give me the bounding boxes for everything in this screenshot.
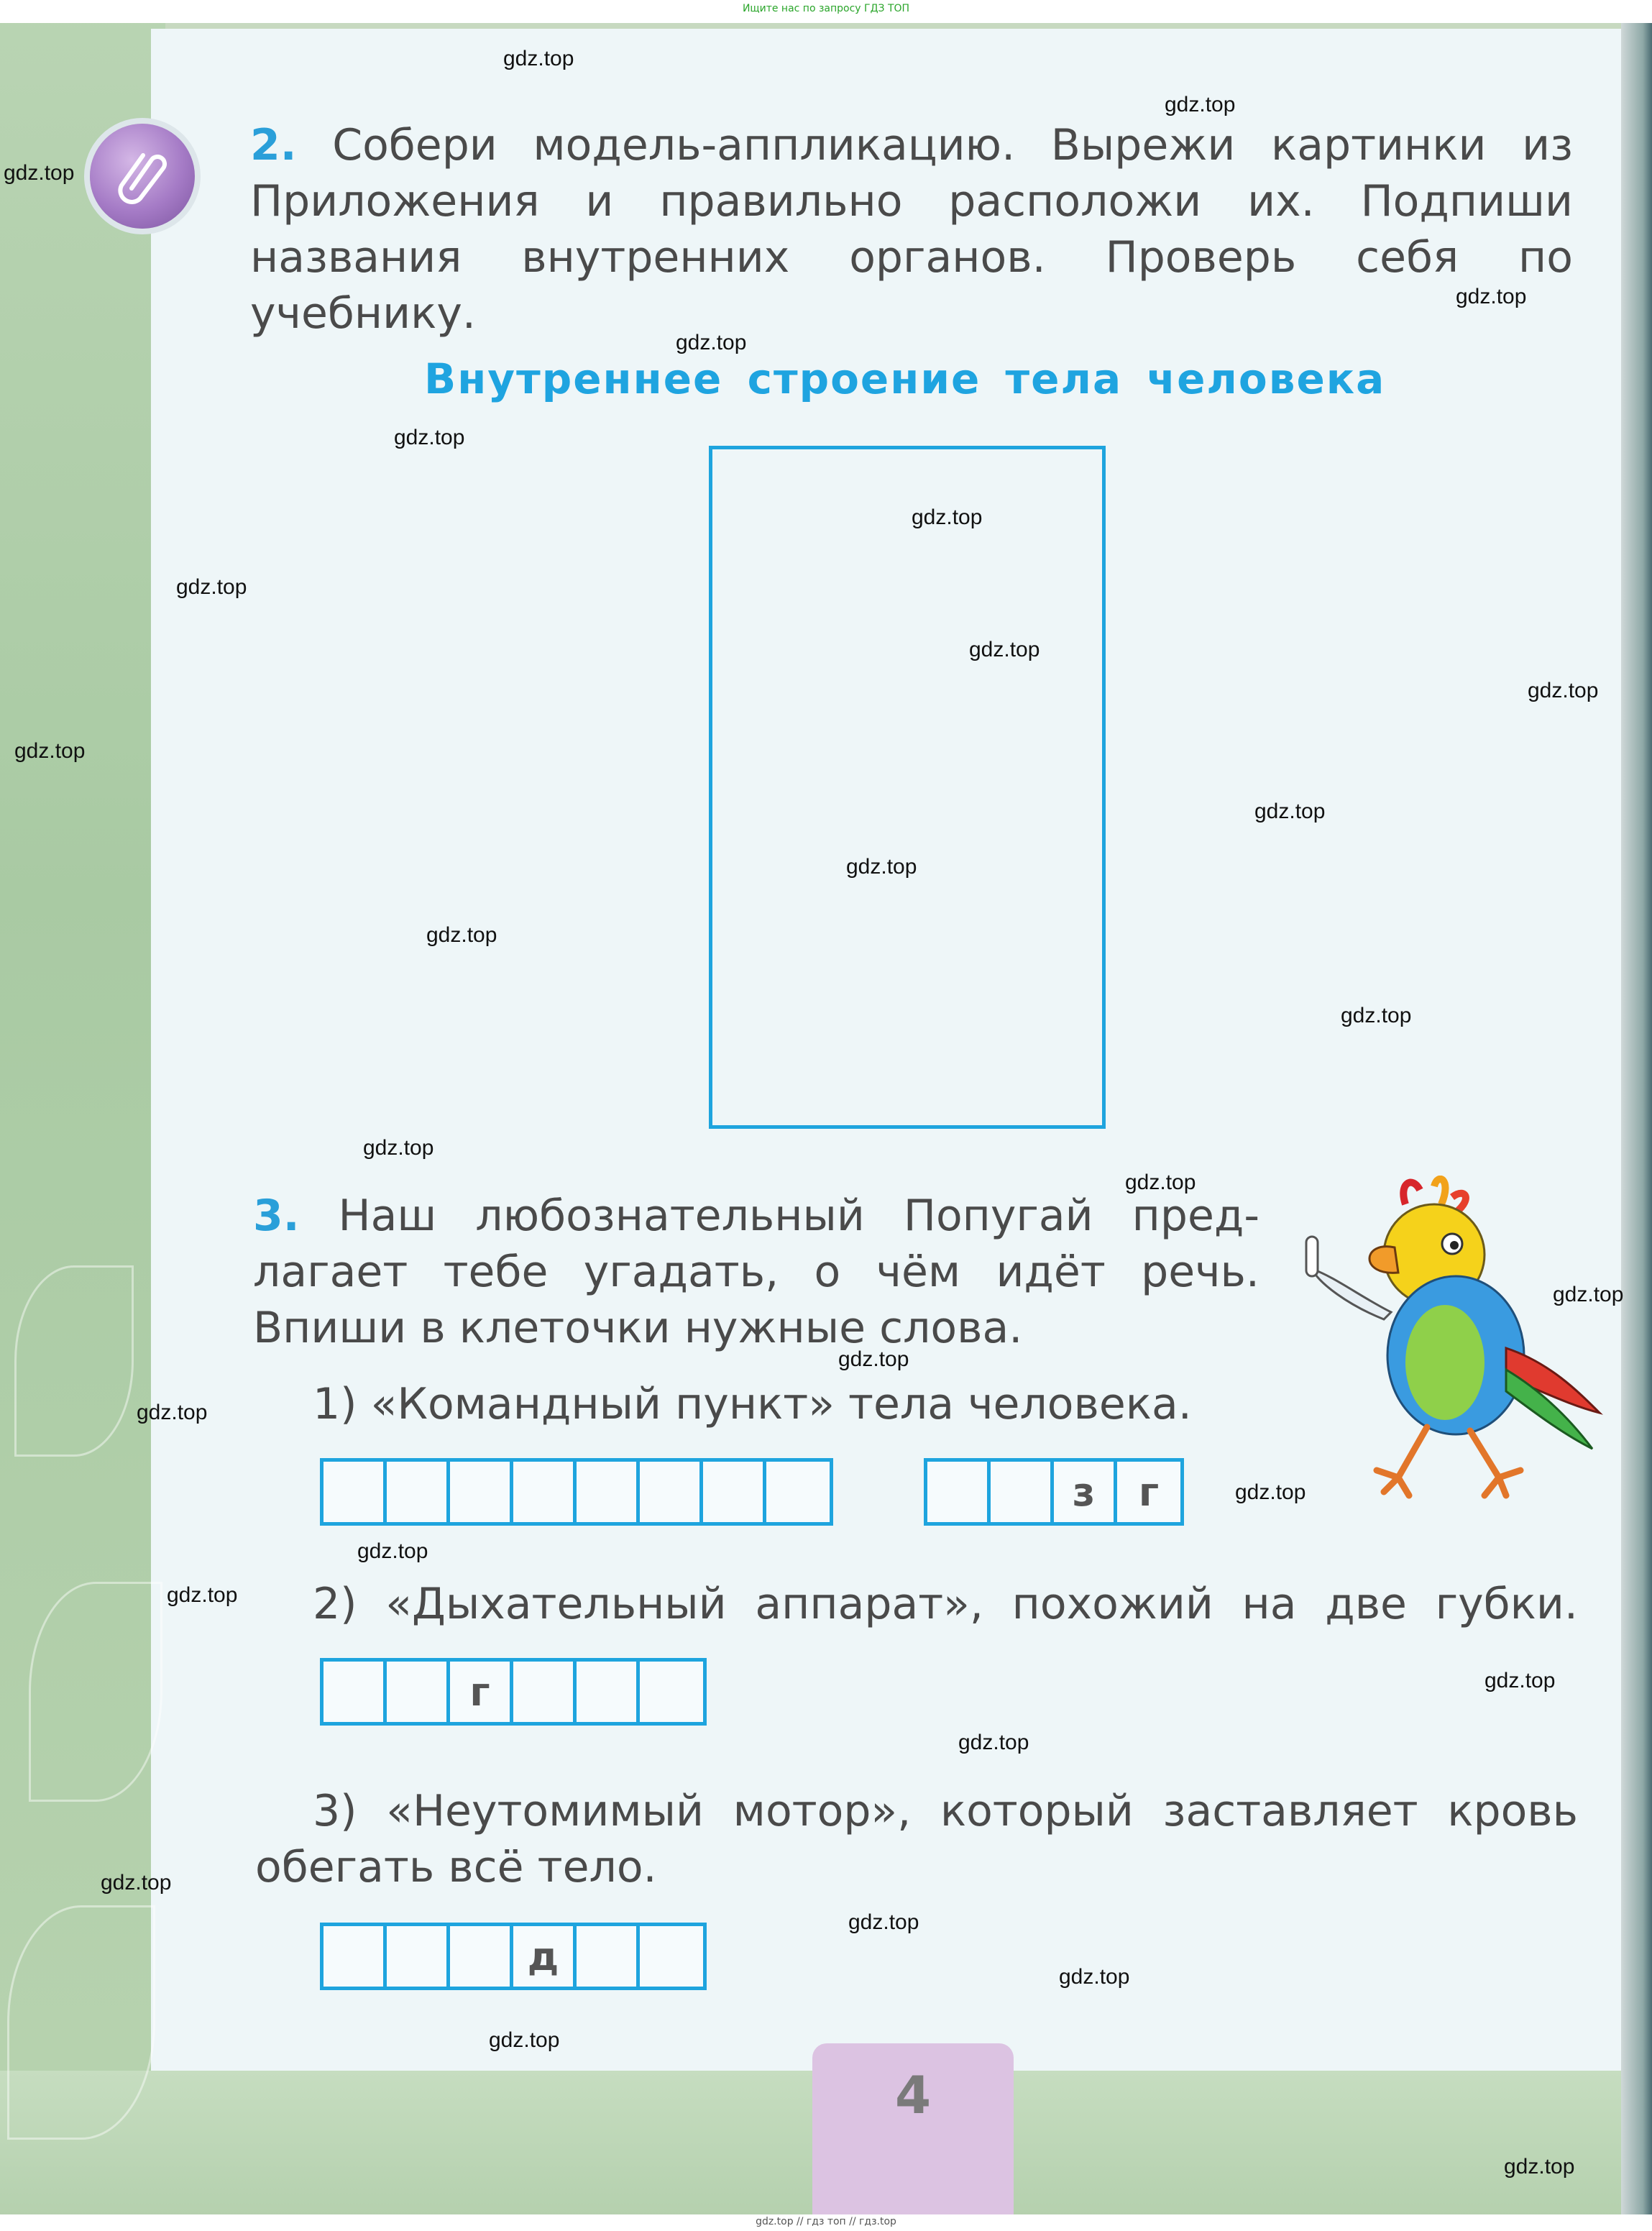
task2-line4: учебнику. (250, 288, 476, 339)
letter-cell[interactable]: д (513, 1926, 577, 1987)
letter-cell[interactable] (450, 1926, 513, 1987)
letter-cell[interactable] (640, 1662, 703, 1722)
letter-cell[interactable]: г (450, 1662, 513, 1722)
watermark: gdz.top (426, 923, 497, 947)
question-1: 1) «Командный пункт» тела человека. (313, 1379, 1192, 1429)
page-number: 4 (894, 2065, 932, 2125)
watermark: gdz.top (1235, 1480, 1306, 1504)
task3-instructions (253, 1188, 1259, 1356)
letter-cell[interactable]: з (1054, 1462, 1117, 1522)
watermark: gdz.top (838, 1347, 909, 1371)
watermark: gdz.top (1456, 285, 1527, 308)
top-banner[interactable]: Ищите нас по запросу ГДЗ ТОП (742, 3, 910, 14)
letter-cell[interactable] (450, 1462, 513, 1522)
letter-cell[interactable] (577, 1662, 640, 1722)
watermark: gdz.top (958, 1731, 1029, 1754)
letter-cell[interactable] (703, 1462, 766, 1522)
applique-model-area[interactable] (709, 446, 1106, 1129)
answer-1-word-part2[interactable] (924, 1458, 1184, 1526)
task2-line3: названия внутренних органов. Проверь себя по (250, 232, 1573, 283)
watermark: gdz.top (1059, 1965, 1130, 1989)
parrot-leg (1470, 1431, 1520, 1495)
letter-cell[interactable] (766, 1462, 830, 1522)
bottom-banner[interactable]: gdz.top // гдз топ // гдз.top (756, 2216, 896, 2227)
watermark: gdz.top (1484, 1669, 1556, 1692)
task2-line2: Приложения и правильно расположи их. Подпиши (250, 176, 1573, 226)
letter-cell[interactable] (387, 1462, 450, 1522)
model-heading: Внутреннее строение тела человека (424, 354, 1386, 403)
watermark: gdz.top (4, 161, 75, 185)
letter-cell[interactable] (640, 1462, 703, 1522)
question-3-line2: обегать всё тело. (255, 1842, 657, 1892)
letter-cell[interactable] (640, 1926, 703, 1987)
parrot-illustration (1290, 1176, 1607, 1506)
book-spine-edge (1621, 0, 1652, 2231)
letter-cell[interactable] (513, 1462, 577, 1522)
watermark: gdz.top (363, 1136, 434, 1160)
watermark: gdz.top (357, 1539, 428, 1563)
watermark: gdz.top (1528, 679, 1599, 702)
letter-cell[interactable] (513, 1662, 577, 1722)
parrot-crest (1403, 1183, 1420, 1204)
task2-line1: Собери модель-аппликацию. Вырежи картинки из (332, 120, 1574, 170)
watermark: gdz.top (1341, 1004, 1412, 1027)
watermark: gdz.top (489, 2028, 560, 2052)
task3-line1: Наш любознательный Попугай пред- (338, 1191, 1259, 1241)
watermark: gdz.top (848, 1910, 919, 1934)
question-3 (255, 1783, 1578, 1895)
task3-line3: Впиши в клеточки нужные слова. (253, 1303, 1023, 1353)
letter-cell[interactable] (323, 1462, 387, 1522)
parrot-beak (1369, 1247, 1398, 1273)
letter-cell[interactable] (323, 1926, 387, 1987)
watermark: gdz.top (676, 331, 747, 354)
leaf-decoration (29, 1582, 162, 1802)
watermark: gdz.top (912, 505, 983, 529)
letter-cell[interactable] (577, 1926, 640, 1987)
parrot-belly (1405, 1305, 1484, 1420)
parrot-pupil (1450, 1241, 1459, 1250)
task3-number: 3. (253, 1191, 300, 1241)
task3-line2: лагает тебе угадать, о чём идёт речь. (253, 1247, 1259, 1297)
parrot-crest (1434, 1179, 1445, 1204)
task2-instructions (250, 117, 1573, 342)
leaf-decoration (14, 1265, 134, 1457)
letter-cell[interactable] (577, 1462, 640, 1522)
answer-1-word-part1[interactable] (320, 1458, 833, 1526)
watermark: gdz.top (846, 855, 917, 879)
paperclip-icon (90, 124, 195, 229)
answer-2-word[interactable] (320, 1658, 707, 1726)
watermark: gdz.top (1254, 800, 1326, 823)
letter-cell[interactable] (927, 1462, 991, 1522)
letter-cell[interactable] (387, 1662, 450, 1722)
answer-3-word[interactable] (320, 1923, 707, 1990)
watermark: gdz.top (969, 638, 1040, 661)
parrot-leg (1377, 1427, 1427, 1495)
question-3-line1: 3) «Неутомимый мотор», который заставляет кровь (313, 1786, 1578, 1836)
leaf-decoration (7, 1905, 155, 2140)
watermark: gdz.top (503, 47, 574, 70)
watermark: gdz.top (101, 1871, 172, 1895)
parrot-wing-pointing (1312, 1269, 1391, 1319)
watermark: gdz.top (167, 1583, 238, 1607)
letter-cell[interactable] (991, 1462, 1054, 1522)
watermark: gdz.top (137, 1401, 208, 1424)
watermark: gdz.top (1125, 1171, 1196, 1194)
watermark: gdz.top (1165, 93, 1236, 116)
watermark: gdz.top (14, 739, 86, 763)
letter-cell[interactable] (387, 1926, 450, 1987)
watermark: gdz.top (394, 426, 465, 449)
left-background (0, 0, 165, 2231)
watermark: gdz.top (176, 575, 247, 599)
task2-number: 2. (250, 120, 297, 170)
question-2: 2) «Дыхательный аппарат», похожий на две губки. (313, 1579, 1578, 1629)
watermark: gdz.top (1504, 2155, 1575, 2179)
watermark: gdz.top (1553, 1283, 1624, 1306)
letter-cell[interactable]: г (1138, 1469, 1160, 1515)
parrot-finger (1306, 1237, 1318, 1276)
letter-cell[interactable] (323, 1662, 387, 1722)
